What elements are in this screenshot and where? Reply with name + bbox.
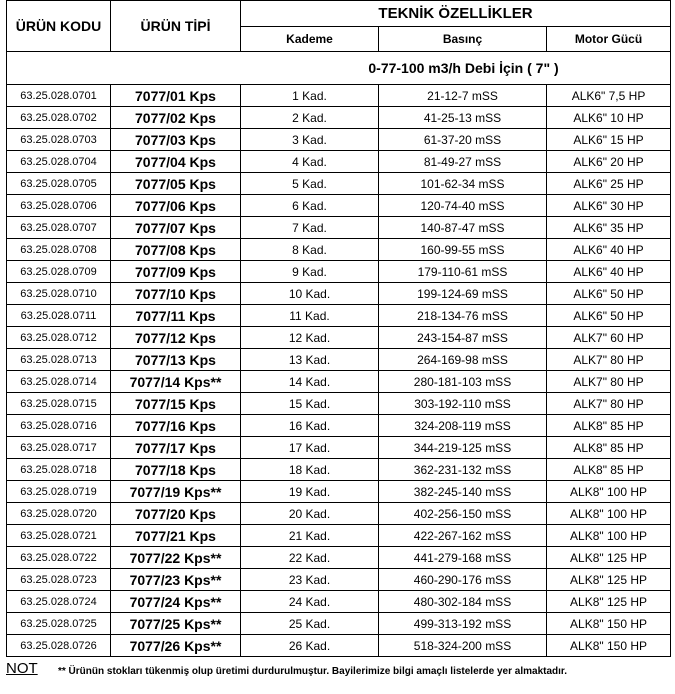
cell-product-code: 63.25.028.0715: [7, 393, 111, 415]
cell-product-type: 7077/08 Kps: [111, 239, 241, 261]
cell-pressure: 120-74-40 mSS: [379, 195, 547, 217]
table-row: [7, 151, 671, 173]
header-motor-power: Motor Gücü: [547, 27, 671, 52]
cell-product-type: 7077/18 Kps: [111, 459, 241, 481]
cell-motor-power: ALK6" 10 HP: [547, 107, 671, 129]
cell-product-code: 63.25.028.0703: [7, 129, 111, 151]
table-row: [7, 547, 671, 569]
cell-motor-power: ALK7" 80 HP: [547, 393, 671, 415]
cell-pressure: 243-154-87 mSS: [379, 327, 547, 349]
cell-stage: 18 Kad.: [241, 459, 379, 481]
cell-pressure: 362-231-132 mSS: [379, 459, 547, 481]
cell-product-code: 63.25.028.0711: [7, 305, 111, 327]
cell-pressure: 382-245-140 mSS: [379, 481, 547, 503]
cell-product-code: 63.25.028.0721: [7, 525, 111, 547]
cell-product-code: 63.25.028.0714: [7, 371, 111, 393]
table-row: [7, 305, 671, 327]
cell-product-code: 63.25.028.0719: [7, 481, 111, 503]
cell-stage: 9 Kad.: [241, 261, 379, 283]
cell-product-type: 7077/02 Kps: [111, 107, 241, 129]
cell-product-code: 63.25.028.0704: [7, 151, 111, 173]
cell-motor-power: ALK6" 40 HP: [547, 261, 671, 283]
product-spec-table: [6, 0, 671, 657]
cell-product-type: 7077/05 Kps: [111, 173, 241, 195]
cell-product-code: 63.25.028.0705: [7, 173, 111, 195]
cell-stage: 15 Kad.: [241, 393, 379, 415]
cell-stage: 6 Kad.: [241, 195, 379, 217]
cell-stage: 23 Kad.: [241, 569, 379, 591]
table-row: [7, 503, 671, 525]
cell-pressure: 41-25-13 mSS: [379, 107, 547, 129]
cell-motor-power: ALK8" 150 HP: [547, 613, 671, 635]
cell-stage: 2 Kad.: [241, 107, 379, 129]
cell-pressure: 160-99-55 mSS: [379, 239, 547, 261]
cell-product-type: 7077/16 Kps: [111, 415, 241, 437]
cell-product-type: 7077/13 Kps: [111, 349, 241, 371]
cell-stage: 11 Kad.: [241, 305, 379, 327]
table-row: [7, 459, 671, 481]
cell-stage: 21 Kad.: [241, 525, 379, 547]
cell-product-code: 63.25.028.0726: [7, 635, 111, 657]
cell-motor-power: ALK6" 40 HP: [547, 239, 671, 261]
cell-stage: 12 Kad.: [241, 327, 379, 349]
table-row: [7, 371, 671, 393]
cell-pressure: 422-267-162 mSS: [379, 525, 547, 547]
cell-product-type: 7077/14 Kps**: [111, 371, 241, 393]
table-row: [7, 569, 671, 591]
cell-motor-power: ALK8" 100 HP: [547, 525, 671, 547]
cell-pressure: 140-87-47 mSS: [379, 217, 547, 239]
cell-product-type: 7077/19 Kps**: [111, 481, 241, 503]
table-row: [7, 525, 671, 547]
cell-motor-power: ALK8" 85 HP: [547, 415, 671, 437]
cell-motor-power: ALK6" 50 HP: [547, 283, 671, 305]
cell-product-type: 7077/06 Kps: [111, 195, 241, 217]
note-label: NOT: [6, 660, 38, 677]
cell-product-type: 7077/12 Kps: [111, 327, 241, 349]
header-product-type: ÜRÜN TİPİ: [111, 1, 241, 52]
cell-stage: 4 Kad.: [241, 151, 379, 173]
cell-product-code: 63.25.028.0723: [7, 569, 111, 591]
cell-motor-power: ALK6" 25 HP: [547, 173, 671, 195]
cell-stage: 1 Kad.: [241, 85, 379, 107]
cell-product-type: 7077/26 Kps**: [111, 635, 241, 657]
header-pressure: Basınç: [379, 27, 547, 52]
cell-pressure: 480-302-184 mSS: [379, 591, 547, 613]
cell-product-type: 7077/01 Kps: [111, 85, 241, 107]
cell-motor-power: ALK8" 150 HP: [547, 635, 671, 657]
cell-motor-power: ALK8" 125 HP: [547, 547, 671, 569]
cell-product-type: 7077/23 Kps**: [111, 569, 241, 591]
cell-motor-power: ALK8" 125 HP: [547, 569, 671, 591]
cell-pressure: 441-279-168 mSS: [379, 547, 547, 569]
cell-product-code: 63.25.028.0717: [7, 437, 111, 459]
table-row: [7, 613, 671, 635]
cell-stage: 19 Kad.: [241, 481, 379, 503]
cell-product-code: 63.25.028.0701: [7, 85, 111, 107]
cell-product-type: 7077/25 Kps**: [111, 613, 241, 635]
cell-product-type: 7077/03 Kps: [111, 129, 241, 151]
table-row: [7, 195, 671, 217]
section-title: 0-77-100 m3/h Debi İçin ( 7" ): [7, 52, 671, 85]
cell-product-type: 7077/24 Kps**: [111, 591, 241, 613]
header-product-code: ÜRÜN KODU: [7, 1, 111, 52]
cell-pressure: 264-169-98 mSS: [379, 349, 547, 371]
cell-motor-power: ALK8" 100 HP: [547, 481, 671, 503]
table-row: [7, 129, 671, 151]
cell-product-type: 7077/17 Kps: [111, 437, 241, 459]
cell-pressure: 518-324-200 mSS: [379, 635, 547, 657]
cell-product-code: 63.25.028.0722: [7, 547, 111, 569]
cell-motor-power: ALK7" 60 HP: [547, 327, 671, 349]
note-text: ** Ürünün stokları tükenmiş olup üretimi durdurulmuştur. Bayilerimize bilgi amaçlı listelerde yer almaktadır.: [58, 666, 568, 677]
cell-motor-power: ALK8" 100 HP: [547, 503, 671, 525]
table-row: [7, 239, 671, 261]
cell-stage: 25 Kad.: [241, 613, 379, 635]
cell-product-type: 7077/15 Kps: [111, 393, 241, 415]
cell-stage: 10 Kad.: [241, 283, 379, 305]
cell-product-type: 7077/22 Kps**: [111, 547, 241, 569]
cell-product-type: 7077/04 Kps: [111, 151, 241, 173]
table-row: [7, 85, 671, 107]
cell-motor-power: ALK8" 85 HP: [547, 459, 671, 481]
cell-product-type: 7077/10 Kps: [111, 283, 241, 305]
cell-pressure: 61-37-20 mSS: [379, 129, 547, 151]
cell-product-type: 7077/21 Kps: [111, 525, 241, 547]
table-row: [7, 327, 671, 349]
cell-pressure: 344-219-125 mSS: [379, 437, 547, 459]
cell-pressure: 81-49-27 mSS: [379, 151, 547, 173]
cell-pressure: 199-124-69 mSS: [379, 283, 547, 305]
cell-pressure: 179-110-61 mSS: [379, 261, 547, 283]
table-row: [7, 481, 671, 503]
cell-product-type: 7077/20 Kps: [111, 503, 241, 525]
table-row: [7, 591, 671, 613]
cell-pressure: 460-290-176 mSS: [379, 569, 547, 591]
cell-stage: 7 Kad.: [241, 217, 379, 239]
cell-product-code: 63.25.028.0712: [7, 327, 111, 349]
cell-product-code: 63.25.028.0707: [7, 217, 111, 239]
cell-stage: 5 Kad.: [241, 173, 379, 195]
cell-motor-power: ALK6" 15 HP: [547, 129, 671, 151]
cell-product-code: 63.25.028.0720: [7, 503, 111, 525]
cell-motor-power: ALK8" 125 HP: [547, 591, 671, 613]
table-row: [7, 437, 671, 459]
cell-product-type: 7077/11 Kps: [111, 305, 241, 327]
cell-motor-power: ALK6" 30 HP: [547, 195, 671, 217]
cell-stage: 24 Kad.: [241, 591, 379, 613]
table-row: [7, 173, 671, 195]
cell-product-code: 63.25.028.0718: [7, 459, 111, 481]
table-row: [7, 107, 671, 129]
cell-stage: 8 Kad.: [241, 239, 379, 261]
cell-motor-power: ALK7" 80 HP: [547, 349, 671, 371]
table-row: [7, 217, 671, 239]
cell-stage: 26 Kad.: [241, 635, 379, 657]
header-technical-specs: TEKNİK ÖZELLİKLER: [241, 1, 671, 27]
cell-stage: 20 Kad.: [241, 503, 379, 525]
cell-stage: 13 Kad.: [241, 349, 379, 371]
cell-stage: 17 Kad.: [241, 437, 379, 459]
table-row: [7, 283, 671, 305]
cell-motor-power: ALK6" 7,5 HP: [547, 85, 671, 107]
cell-product-code: 63.25.028.0702: [7, 107, 111, 129]
table-row: [7, 635, 671, 657]
cell-motor-power: ALK8" 85 HP: [547, 437, 671, 459]
cell-product-code: 63.25.028.0713: [7, 349, 111, 371]
cell-product-type: 7077/09 Kps: [111, 261, 241, 283]
table-row: [7, 349, 671, 371]
cell-product-code: 63.25.028.0706: [7, 195, 111, 217]
cell-pressure: 280-181-103 mSS: [379, 371, 547, 393]
cell-pressure: 402-256-150 mSS: [379, 503, 547, 525]
cell-product-type: 7077/07 Kps: [111, 217, 241, 239]
cell-motor-power: ALK6" 35 HP: [547, 217, 671, 239]
cell-product-code: 63.25.028.0725: [7, 613, 111, 635]
cell-pressure: 21-12-7 mSS: [379, 85, 547, 107]
cell-motor-power: ALK7" 80 HP: [547, 371, 671, 393]
cell-motor-power: ALK6" 50 HP: [547, 305, 671, 327]
cell-stage: 16 Kad.: [241, 415, 379, 437]
cell-stage: 14 Kad.: [241, 371, 379, 393]
cell-pressure: 303-192-110 mSS: [379, 393, 547, 415]
cell-pressure: 324-208-119 mSS: [379, 415, 547, 437]
cell-pressure: 218-134-76 mSS: [379, 305, 547, 327]
cell-product-code: 63.25.028.0716: [7, 415, 111, 437]
cell-product-code: 63.25.028.0710: [7, 283, 111, 305]
cell-pressure: 499-313-192 mSS: [379, 613, 547, 635]
table-row: [7, 261, 671, 283]
table-row: [7, 393, 671, 415]
cell-pressure: 101-62-34 mSS: [379, 173, 547, 195]
cell-stage: 22 Kad.: [241, 547, 379, 569]
header-stage: Kademe: [241, 27, 379, 52]
cell-product-code: 63.25.028.0709: [7, 261, 111, 283]
cell-product-code: 63.25.028.0724: [7, 591, 111, 613]
cell-stage: 3 Kad.: [241, 129, 379, 151]
cell-motor-power: ALK6" 20 HP: [547, 151, 671, 173]
table-row: [7, 415, 671, 437]
cell-product-code: 63.25.028.0708: [7, 239, 111, 261]
